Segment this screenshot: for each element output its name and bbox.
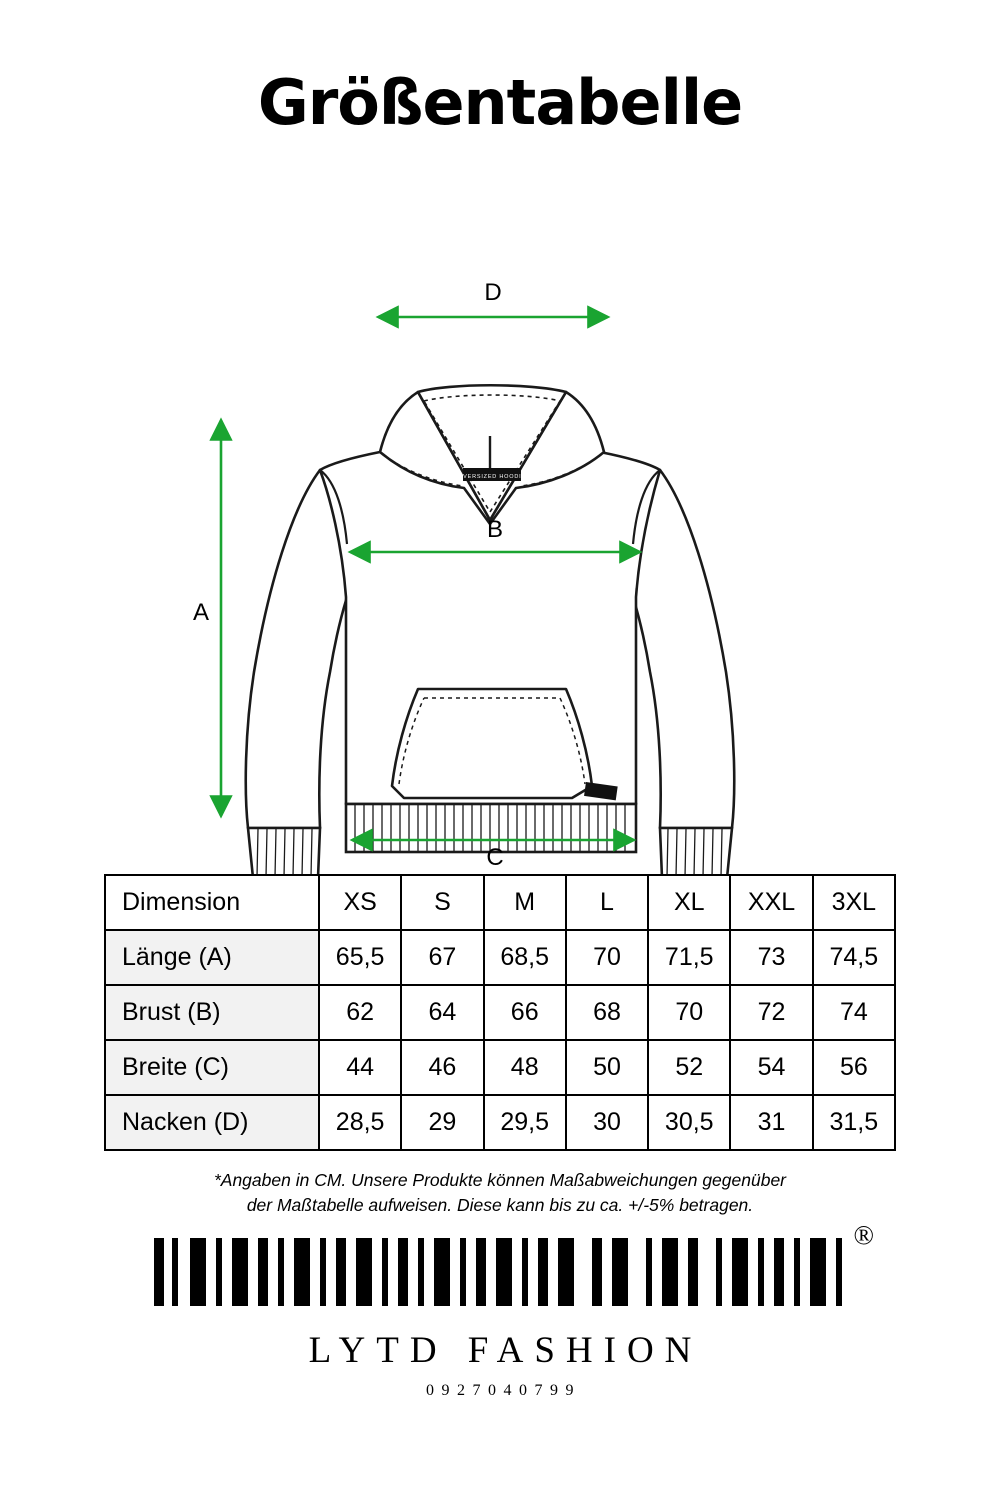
cell-brust-xs: 62	[319, 985, 401, 1040]
cell-laenge-xxl: 73	[730, 930, 812, 985]
column-header-xs: XS	[319, 875, 401, 930]
cell-brust-xxl: 72	[730, 985, 812, 1040]
registered-trademark-icon: ®	[853, 1220, 874, 1250]
row-label-laenge: Länge (A)	[105, 930, 319, 985]
measure-label-c: C	[486, 844, 504, 871]
column-header-3xl: 3XL	[813, 875, 895, 930]
table-row	[105, 930, 895, 985]
cell-brust-l: 68	[566, 985, 648, 1040]
table-row	[105, 1040, 895, 1095]
cell-breite-xxl: 54	[730, 1040, 812, 1095]
cell-laenge-xs: 65,5	[319, 930, 401, 985]
hoodie-illustration-svg	[0, 152, 1000, 871]
cell-brust-m: 66	[484, 985, 566, 1040]
cell-laenge-xl: 71,5	[648, 930, 730, 985]
row-label-breite: Breite (C)	[105, 1040, 319, 1095]
footnote-line-1: *Angaben in CM. Unsere Produkte können Maßabweichungen gegenüber	[213, 1170, 787, 1190]
cell-nacken-s: 29	[401, 1095, 483, 1150]
size-table	[104, 874, 896, 1151]
measure-label-a: A	[192, 599, 210, 626]
cell-laenge-l: 70	[566, 930, 648, 985]
measure-label-b: B	[486, 516, 504, 543]
column-header-m: M	[484, 875, 566, 930]
table-header-row	[105, 875, 895, 930]
page-title: Größentabelle	[257, 66, 743, 139]
size-table-container	[104, 874, 896, 1151]
right-cuff	[660, 828, 732, 878]
row-label-brust: Brust (B)	[105, 985, 319, 1040]
brand-block	[0, 1220, 1000, 1400]
kangaroo-pocket	[392, 689, 592, 798]
left-cuff	[248, 828, 320, 878]
cell-nacken-m: 29,5	[484, 1095, 566, 1150]
cell-breite-xs: 44	[319, 1040, 401, 1095]
cell-breite-s: 46	[401, 1040, 483, 1095]
measure-label-d: D	[484, 279, 502, 306]
hoodie-measurement-diagram	[0, 152, 1000, 871]
cell-nacken-xl: 30,5	[648, 1095, 730, 1150]
column-header-dimension: Dimension	[105, 875, 319, 930]
cell-brust-3xl: 74	[813, 985, 895, 1040]
cell-brust-s: 64	[401, 985, 483, 1040]
footnote	[0, 1168, 1000, 1219]
cell-breite-m: 48	[484, 1040, 566, 1095]
table-row	[105, 985, 895, 1040]
cell-nacken-l: 30	[566, 1095, 648, 1150]
barcode-icon	[150, 1238, 850, 1306]
cell-laenge-3xl: 74,5	[813, 930, 895, 985]
row-label-nacken: Nacken (D)	[105, 1095, 319, 1150]
cell-nacken-xxl: 31	[730, 1095, 812, 1150]
garment-label-text: OVERSIZED HOODIE	[458, 474, 526, 480]
brand-article-number: 0927040799	[426, 1382, 581, 1399]
cell-nacken-xs: 28,5	[319, 1095, 401, 1150]
barcode-wrap	[150, 1220, 874, 1306]
cell-breite-3xl: 56	[813, 1040, 895, 1095]
table-row	[105, 1095, 895, 1150]
footnote-line-2: der Maßtabelle aufweisen. Diese kann bis zu ca. +/-5% betragen.	[246, 1195, 754, 1216]
cell-breite-xl: 52	[648, 1040, 730, 1095]
cell-nacken-3xl: 31,5	[813, 1095, 895, 1150]
brand-name: LYTD FASHION	[308, 1330, 703, 1371]
cell-breite-l: 50	[566, 1040, 648, 1095]
cell-laenge-s: 67	[401, 930, 483, 985]
column-header-l: L	[566, 875, 648, 930]
column-header-xl: XL	[648, 875, 730, 930]
column-header-xxl: XXL	[730, 875, 812, 930]
column-header-s: S	[401, 875, 483, 930]
cell-laenge-m: 68,5	[484, 930, 566, 985]
cell-brust-xl: 70	[648, 985, 730, 1040]
